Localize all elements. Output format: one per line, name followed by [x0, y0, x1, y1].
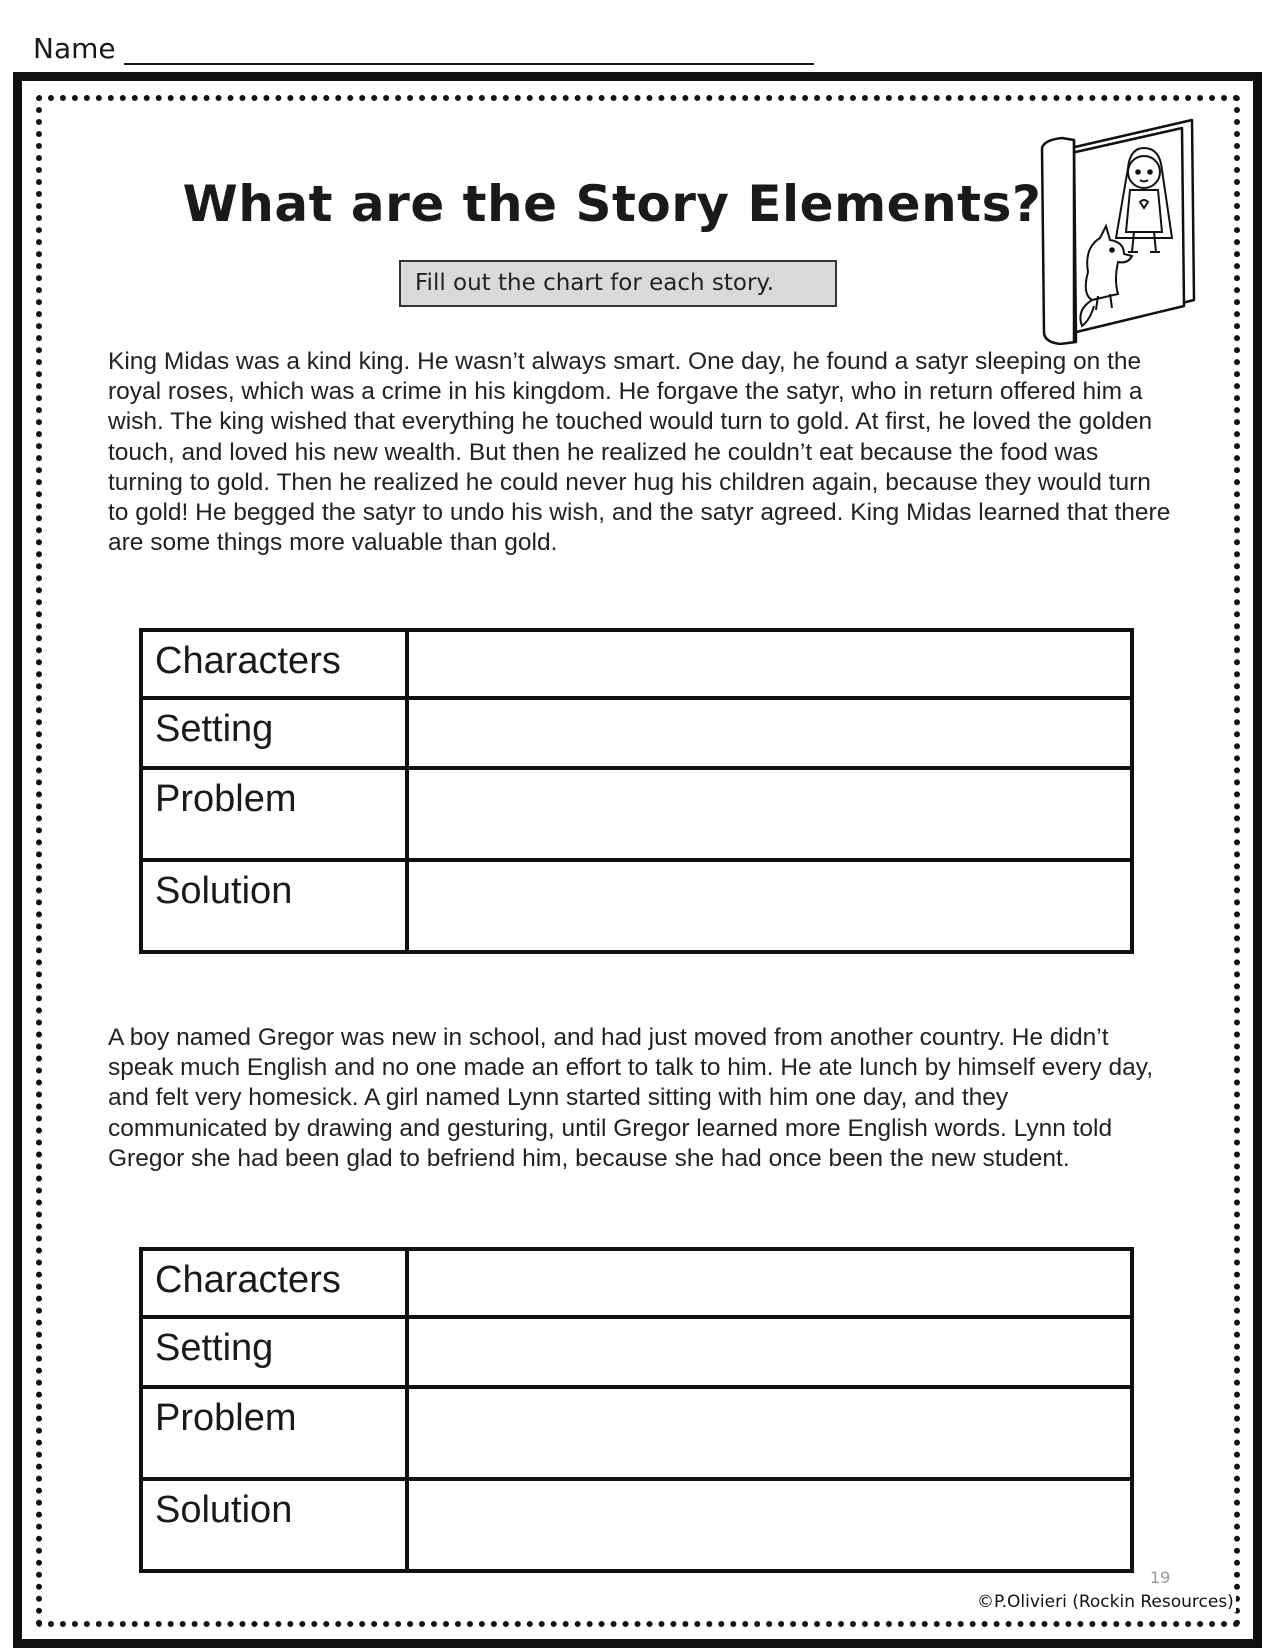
- row-label: Problem: [141, 1387, 407, 1479]
- table-row: [141, 1387, 1132, 1479]
- name-label: Name: [33, 32, 116, 65]
- answer-cell[interactable]: [407, 1479, 1132, 1571]
- answer-cell[interactable]: [407, 860, 1132, 952]
- answer-cell[interactable]: [407, 1249, 1132, 1317]
- copyright-notice: ©P.Olivieri (Rockin Resources): [977, 1592, 1234, 1612]
- page-number: 19: [1150, 1568, 1171, 1587]
- row-label: Setting: [141, 1317, 407, 1387]
- row-label: Characters: [141, 1249, 407, 1317]
- answer-cell[interactable]: [407, 1317, 1132, 1387]
- name-field[interactable]: [124, 33, 814, 65]
- table-row: [141, 630, 1132, 698]
- story-passage: A boy named Gregor was new in school, and had just moved from another country. He didn’t speak much English and no one made an effort to talk to him. He ate lunch by himself every day, and felt very homesick. A girl named Lynn started sitting with him one day, and they communicated by drawing and gesturing, until Gregor learned more English words. Lynn told Gregor she had been glad to befriend him, because she had once been the new student.: [108, 1024, 1154, 1172]
- story-elements-chart: [139, 628, 1134, 954]
- row-label: Solution: [141, 860, 407, 952]
- table-row: [141, 1317, 1132, 1387]
- answer-cell[interactable]: [407, 630, 1132, 698]
- table-row: [141, 768, 1132, 860]
- story-passage: King Midas was a kind king. He wasn’t always smart. One day, he found a satyr sleeping on the royal roses, which was a crime in his kingdom. He forgave the satyr, who in return offered him a wish. The king wished that everything he touched would turn to gold. At first, he loved the golden touch, and loved his new wealth. But then he realized he couldn’t eat because the food was turning to gold. Then he realized he could never hug his children again, because they would turn to gold! He begged the satyr to undo his wish, and the satyr agreed. King Midas learned that there are some things more valuable than gold.: [108, 348, 1171, 557]
- name-row: [33, 32, 814, 65]
- table-row: [141, 1479, 1132, 1571]
- page-title: What are the Story Elements?: [182, 175, 1042, 233]
- answer-cell[interactable]: [407, 768, 1132, 860]
- row-label: Setting: [141, 698, 407, 768]
- table-row: [141, 860, 1132, 952]
- story-elements-chart: [139, 1247, 1134, 1573]
- row-label: Problem: [141, 768, 407, 860]
- row-label: Solution: [141, 1479, 407, 1571]
- storybook-icon: [1032, 110, 1212, 345]
- answer-cell[interactable]: [407, 1387, 1132, 1479]
- answer-cell[interactable]: [407, 698, 1132, 768]
- row-label: Characters: [141, 630, 407, 698]
- table-row: [141, 698, 1132, 768]
- table-row: [141, 1249, 1132, 1317]
- instruction-box: Fill out the chart for each story.: [399, 260, 837, 307]
